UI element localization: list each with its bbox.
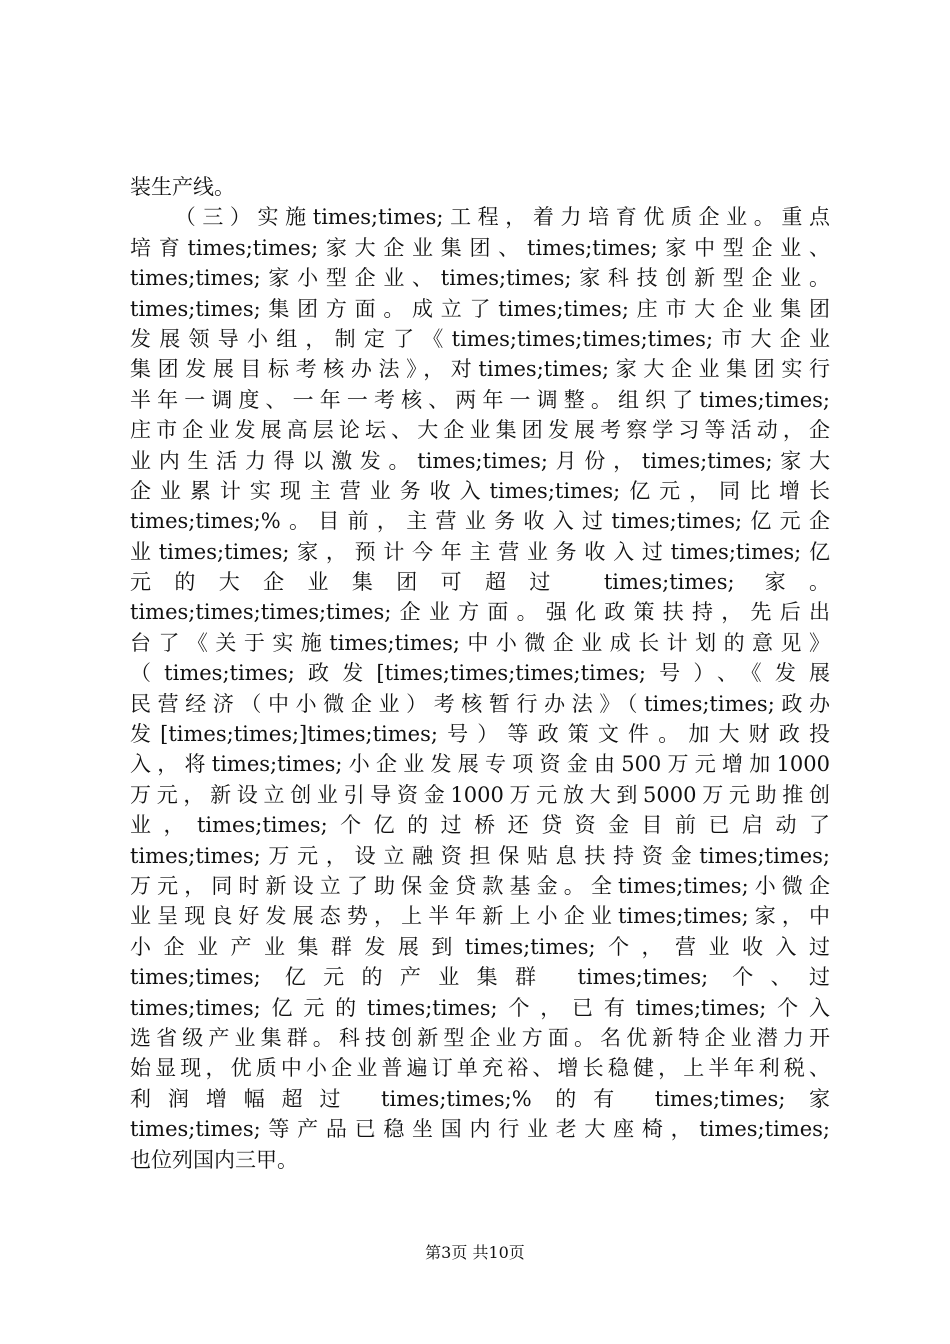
text-line: 集团发展目标考核办法》，对times;times;家大企业集团实行 xyxy=(130,357,830,382)
text-line: times;times;万元，设立融资担保贴息扶持资金times;times; xyxy=(130,843,830,868)
text-line: 万元，新设立创业引导资金1000万元放大到5000万元助推创 xyxy=(130,782,830,807)
text-line: 业，times;times;个亿的过桥还贷资金目前已启动了 xyxy=(130,813,830,838)
page-number-footer: 第3页 共10页 xyxy=(425,1243,525,1262)
text-line: 业呈现良好发展态势，上半年新上小企业times;times;家，中 xyxy=(130,904,830,929)
text-line: 元的大企业集团可超过 times;times; 家。 xyxy=(130,570,830,595)
text-line: times;times;times;times;企业方面。强化政策扶持，先后出 xyxy=(130,600,830,625)
text-line: times;times;%。目前，主营业务收入过times;times;亿元企 xyxy=(130,509,830,534)
text-line: 庄市企业发展高层论坛、大企业集团发展考察学习等活动，企 xyxy=(130,418,830,443)
text-line: 发展领导小组，制定了《times;times;times;times;市大企业 xyxy=(130,326,830,351)
text-line: times;times;等产品已稳坐国内行业老大座椅，times;times; xyxy=(130,1117,830,1142)
text-line: 发[times;times;]times;times;号）等政策文件。加大财政投 xyxy=(130,722,830,747)
text-line: times;times;集团方面。成立了times;times;庄市大企业集团 xyxy=(130,296,830,321)
text-line: 业times;times;家，预计今年主营业务收入过times;times;亿 xyxy=(130,539,830,564)
text-line: 选省级产业集群。科技创新型企业方面。名优新特企业潜力开 xyxy=(130,1025,830,1050)
text-line: 装生产线。 xyxy=(130,175,235,199)
body-text xyxy=(130,172,830,1175)
text-line: 半年一调度、一年一考核、两年一调整。组织了times;times; xyxy=(130,387,830,412)
text-line: 培育times;times;家大企业集团、times;times;家中型企业、 xyxy=(130,235,830,260)
text-line: 台了《关于实施times;times;中小微企业成长计划的意见》 xyxy=(130,630,830,655)
text-line: 业内生活力得以激发。times;times;月份，times;times;家大 xyxy=(130,448,830,473)
text-line: 万元，同时新设立了助保金贷款基金。全times;times;小微企 xyxy=(130,873,830,898)
text-line: 利润增幅超过 times;times;% 的有 times;times; 家 xyxy=(130,1086,830,1111)
text-line: 也位列国内三甲。 xyxy=(130,1147,298,1172)
text-line: 民营经济（中小微企业）考核暂行办法》（times;times;政办 xyxy=(130,691,830,716)
text-line: 小企业产业集群发展到times;times;个，营业收入过 xyxy=(130,934,830,959)
text-line: 始显现，优质中小企业普遍订单充裕、增长稳健，上半年利税、 xyxy=(130,1056,830,1081)
text-line: 企业累计实现主营业务收入times;times;亿元，同比增长 xyxy=(130,478,830,503)
text-line: times;times;亿元的times;times;个，已有times;times;个入 xyxy=(130,995,830,1020)
text-line: （三）实施times;times;工程，着力培育优质企业。重点 xyxy=(130,205,830,230)
text-line: （times;times;政发[times;times;times;times;号）、《发展 xyxy=(130,661,830,686)
text-line: 入，将times;times;小企业发展专项资金由500万元增加1000 xyxy=(130,752,830,777)
text-line: times;times; 亿元的产业集群 times;times; 个、过 xyxy=(130,965,830,990)
text-line: times;times;家小型企业、times;times;家科技创新型企业。 xyxy=(130,266,830,291)
